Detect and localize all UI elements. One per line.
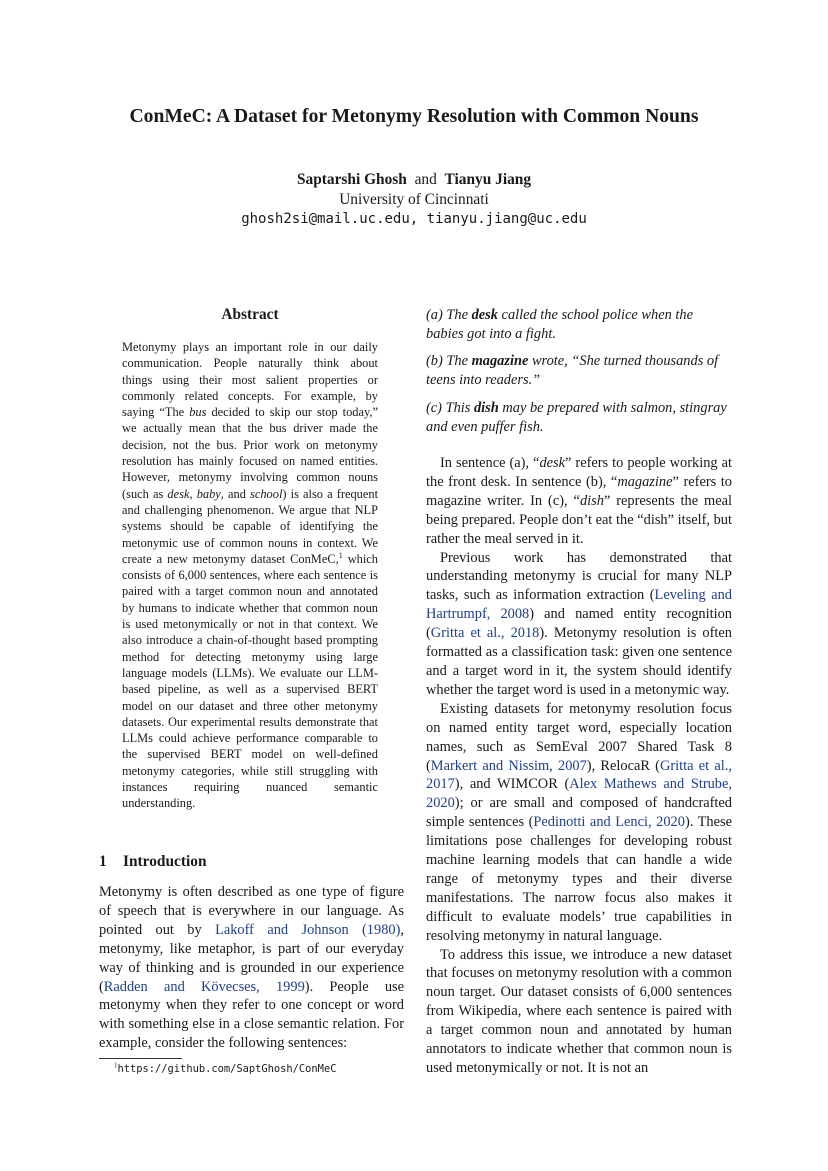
example-sentences — [426, 306, 732, 445]
author-emails: ghosh2si@mail.uc.edu, tianyu.jiang@uc.edu — [241, 211, 587, 227]
example-a: (a) The desk called the school police when the babies got into a fight. — [426, 307, 693, 342]
citation-link[interactable]: Gritta et al., 2017 — [426, 757, 732, 793]
citation-link[interactable]: Leveling and Hartrumpf, 2008 — [426, 587, 732, 623]
author-conjunction: and — [414, 171, 437, 188]
author-line — [0, 171, 828, 189]
paragraph: To address this issue, we introduce a new dataset that focuses on metonymy resolution with a common noun target. Our dataset consists of 6,000 sentences from Wikipedia, where each sentence is paired with a target common noun and annotated by human annotators to indicate whether that common noun is used metonymically or not. It is not an — [426, 946, 732, 1076]
paragraph: Previous work has demonstrated that understanding metonymy is crucial for many NLP tasks, such as information extraction (Leveling and Hartrumpf, 2008) and named entity recognition (Gritta et al., 2018). Metonymy resolution is often formatted as a classification task: given one sentence and a target word in it, the system should identify whether the target word is used in a metonymic way. — [426, 549, 732, 698]
author-1: Saptarshi Ghosh — [296, 171, 407, 188]
paragraph: In sentence (a), “desk” refers to people working at the front desk. In sentence (b), “magazine” refers to magazine writer. In (c), “dish” represents the meal being prepared. People don’t eat the “dish” itself, but rather the meal served in it. — [426, 455, 733, 547]
section-heading-introduction — [99, 853, 207, 871]
intro-paragraph: Metonymy is often described as one type of figure of speech that is everywhere in our language. As pointed out by Lakoff and Johnson (1980), metonymy, like metaphor, is part of our everyday way of thinking and is grounded in our experience (Radden and Kövecses, 1999). People use metonymy when they refer to one concept or word with something else in a close semantic relation. For example, consider the following sentences: — [99, 884, 404, 1052]
footnote-mark: 1 — [114, 1061, 118, 1070]
citation-link[interactable]: Gritta et al., 2018 — [430, 625, 540, 642]
footnote — [114, 1063, 336, 1075]
author-2: Tianyu Jiang — [444, 171, 532, 188]
citation-link[interactable]: Lakoff and Johnson (1980) — [215, 921, 401, 938]
footnote-url[interactable]: https://github.com/SaptGhosh/ConMeC — [117, 1063, 337, 1075]
citation-link[interactable]: Alex Mathews and Strube, 2020 — [426, 776, 732, 812]
citation-link[interactable]: Markert and Nissim, 2007 — [430, 757, 587, 774]
footnote-divider — [99, 1058, 182, 1059]
paragraph: Existing datasets for metonymy resolution focus on named entity target word, especially location names, such as SemEval 2007 Shared Task 8 (Markert and Nissim, 2007), RelocaR (Gritta et al., 2017), and WIMCOR (Alex Mathews and Strube, 2020); or are small and composed of handcrafted simple sentences (Pedinotti and Lenci, 2020). These limitations pose challenges for developing robust machine learning models that can handle a wide range of metonymy types and their diverse manifestations. The narrow focus also makes it difficult to evaluate models’ true capabilities in resolving metonymy in natural language. — [426, 700, 732, 944]
paper-title: ConMeC: A Dataset for Metonymy Resolution with Common Nouns — [129, 106, 699, 127]
affiliation: University of Cincinnati — [339, 191, 489, 208]
example-b: (b) The magazine wrote, “She turned thousands of teens into readers.” — [426, 353, 719, 389]
right-column-body — [426, 454, 732, 1078]
section-number: 1 — [99, 853, 107, 870]
citation-link[interactable]: Radden and Kövecses, 1999 — [103, 978, 305, 995]
example-c: (c) This dish may be prepared with salmon, stingray and even puffer fish. — [426, 399, 727, 435]
abstract-body: Metonymy plays an important role in our daily communication. People naturally think about things using their most salient properties or commonly related concepts. For example, by saying “The bus decided to skip our stop today,” we actually mean that the bus driver made the decision, not the bus. Prior work on metonymy resolution has mainly focused on named entities. However, metonymy involving common nouns (such as desk, baby, and school) is also a frequent and challenging phenomenon. We argue that NLP systems should be capable of identifying the metonymic use of common nouns in context. We create a new metonymy dataset ConMeC,$^1$ which consists of 6,000 sentences, where each sentence is paired with a target common noun and annotated by humans to indicate whether that common noun is used metonymically or not in that context. We also introduce a chain-of-thought based prompting method for detecting metonymy using large language models (LLMs). We evaluate our LLM-based pipeline, as well as a supervised BERT model on our dataset and three other metonymy datasets. Our experimental results demonstrate that LLMs could achieve performance comparable to the supervised BERT model on well-defined metonymy categories, while still struggling with instances requiring nuanced semantic understanding. — [122, 340, 379, 811]
citation-link[interactable]: Pedinotti and Lenci, 2020 — [533, 814, 685, 831]
section-title: Introduction — [123, 853, 207, 870]
abstract-heading: Abstract — [221, 306, 279, 323]
footnote-marker[interactable]: 1 — [338, 550, 343, 560]
